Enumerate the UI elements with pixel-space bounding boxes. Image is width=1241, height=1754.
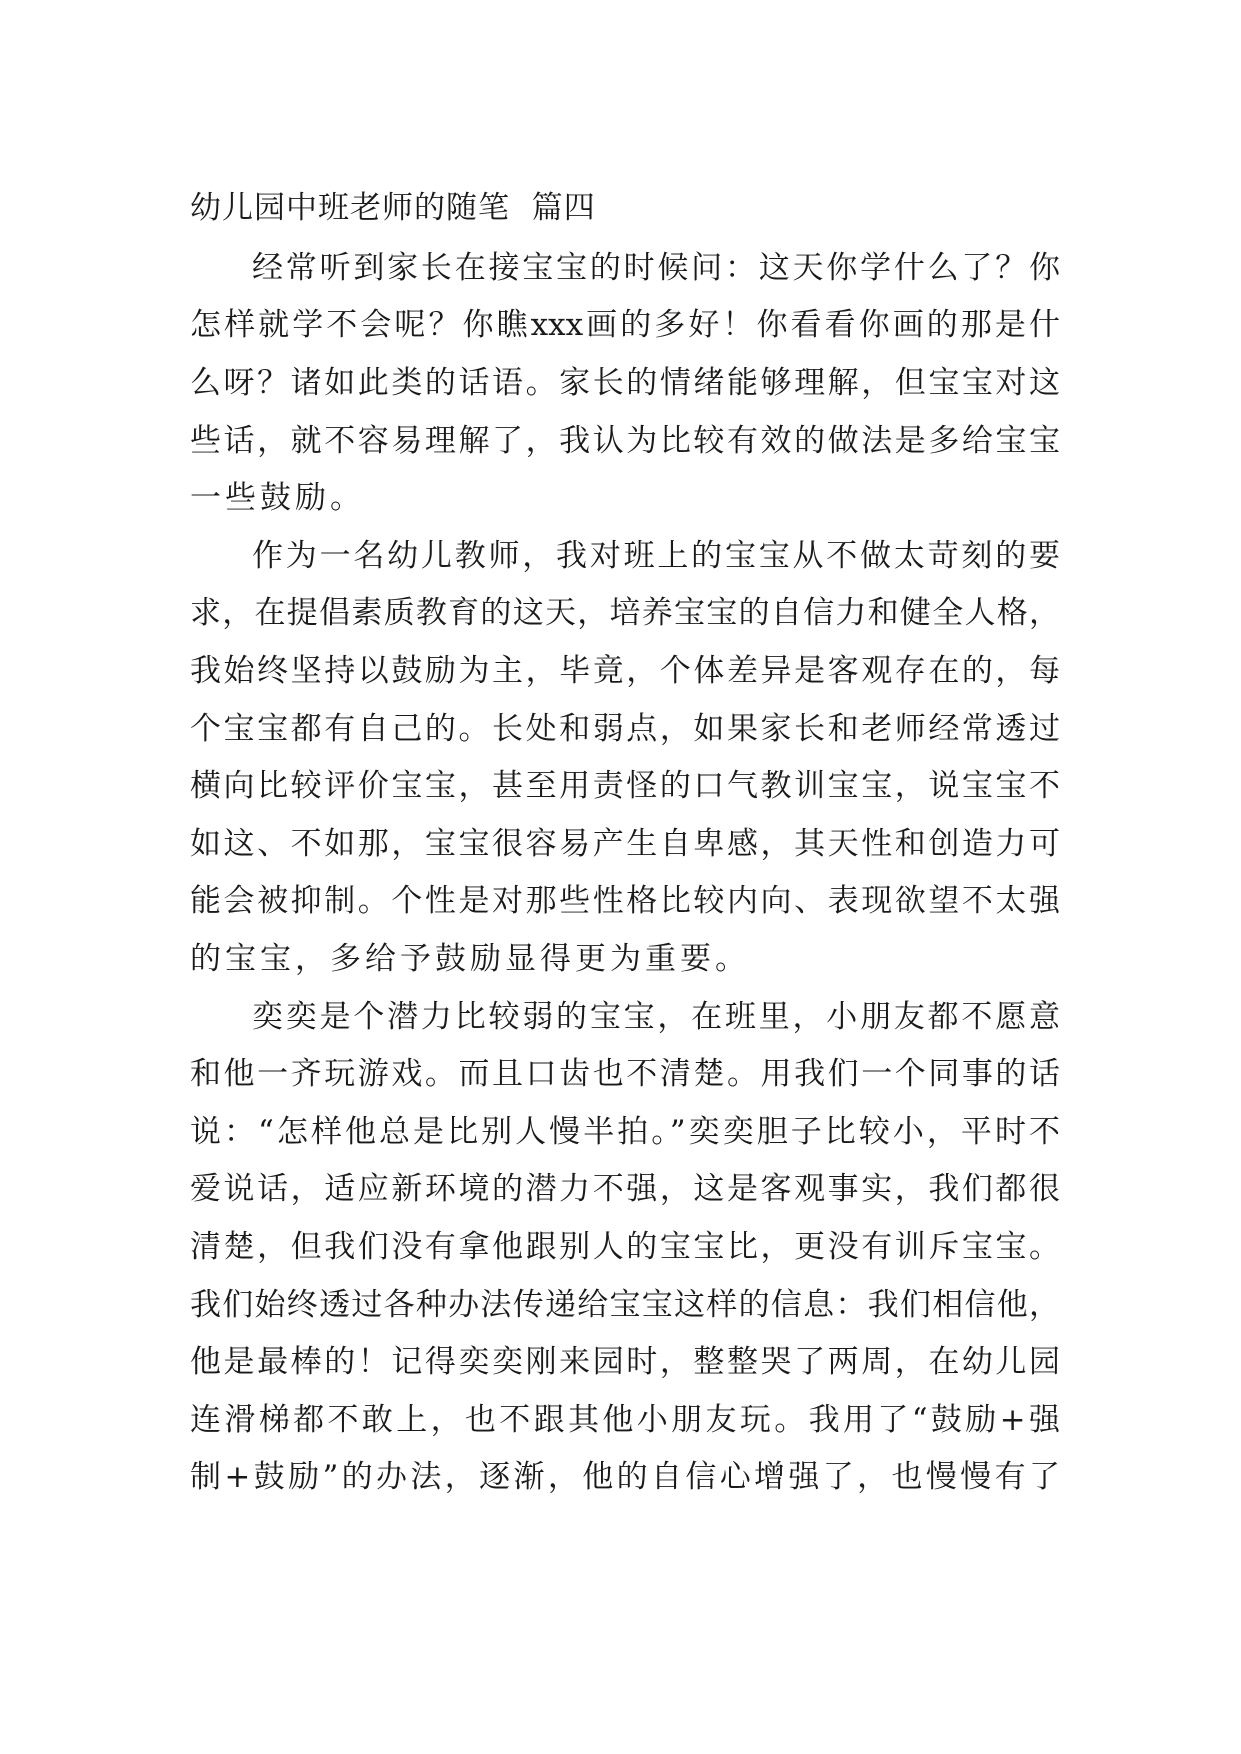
paragraph-line: 说：“怎样他总是比别人慢半拍。”奕奕胆子比较小，平时不 [190,1114,1060,1150]
paragraph-line: 如这、不如那，宝宝很容易产生自卑感，其天性和创造力可 [190,826,1060,862]
paragraph-line: 作为一名幼儿教师，我对班上的宝宝从不做太苛刻的要 [252,538,1060,574]
paragraph-line: 横向比较评价宝宝，甚至用责怪的口气教训宝宝，说宝宝不 [190,768,1060,804]
paragraph-line: 么呀？诸如此类的话语。家长的情绪能够理解，但宝宝对这 [190,365,1060,401]
paragraph-line: 能会被抑制。个性是对那些性格比较内向、表现欲望不太强 [190,883,1060,919]
paragraph-line: 连滑梯都不敢上，也不跟其他小朋友玩。我用了“鼓励+强 [190,1402,1060,1438]
paragraph-line: 我们始终透过各种办法传递给宝宝这样的信息：我们相信他， [190,1287,1060,1323]
paragraph-line: 的宝宝，多给予鼓励显得更为重要。 [190,941,750,977]
paragraph-line: 和他一齐玩游戏。而且口齿也不清楚。用我们一个同事的话 [190,1056,1060,1092]
paragraph-line: 求，在提倡素质教育的这天，培养宝宝的自信力和健全人格， [190,595,1060,631]
paragraph-line: 个宝宝都有自己的。长处和弱点，如果家长和老师经常透过 [190,711,1060,747]
paragraph-line: 经常听到家长在接宝宝的时候问：这天你学什么了？你 [252,250,1060,286]
paragraph-line: 制+鼓励”的办法，逐渐，他的自信心增强了，也慢慢有了 [190,1459,1060,1495]
paragraph-line: 一些鼓励。 [190,480,365,516]
paragraph-line: 爱说话，适应新环境的潜力不强，这是客观事实，我们都很 [190,1171,1060,1207]
paragraph-line: 怎样就学不会呢？你瞧xxx画的多好！你看看你画的那是什 [190,307,1060,343]
paragraph-line: 我始终坚持以鼓励为主，毕竟，个体差异是客观存在的，每 [190,653,1060,689]
paragraph-line: 奕奕是个潜力比较弱的宝宝，在班里，小朋友都不愿意 [252,999,1060,1035]
paragraph-line: 些话，就不容易理解了，我认为比较有效的做法是多给宝宝 [190,423,1060,459]
document-title: 幼儿园中班老师的随笔 篇四 [190,190,596,226]
paragraph-line: 清楚，但我们没有拿他跟别人的宝宝比，更没有训斥宝宝。 [190,1229,1060,1265]
paragraph-line: 他是最棒的！记得奕奕刚来园时，整整哭了两周，在幼儿园 [190,1344,1060,1380]
